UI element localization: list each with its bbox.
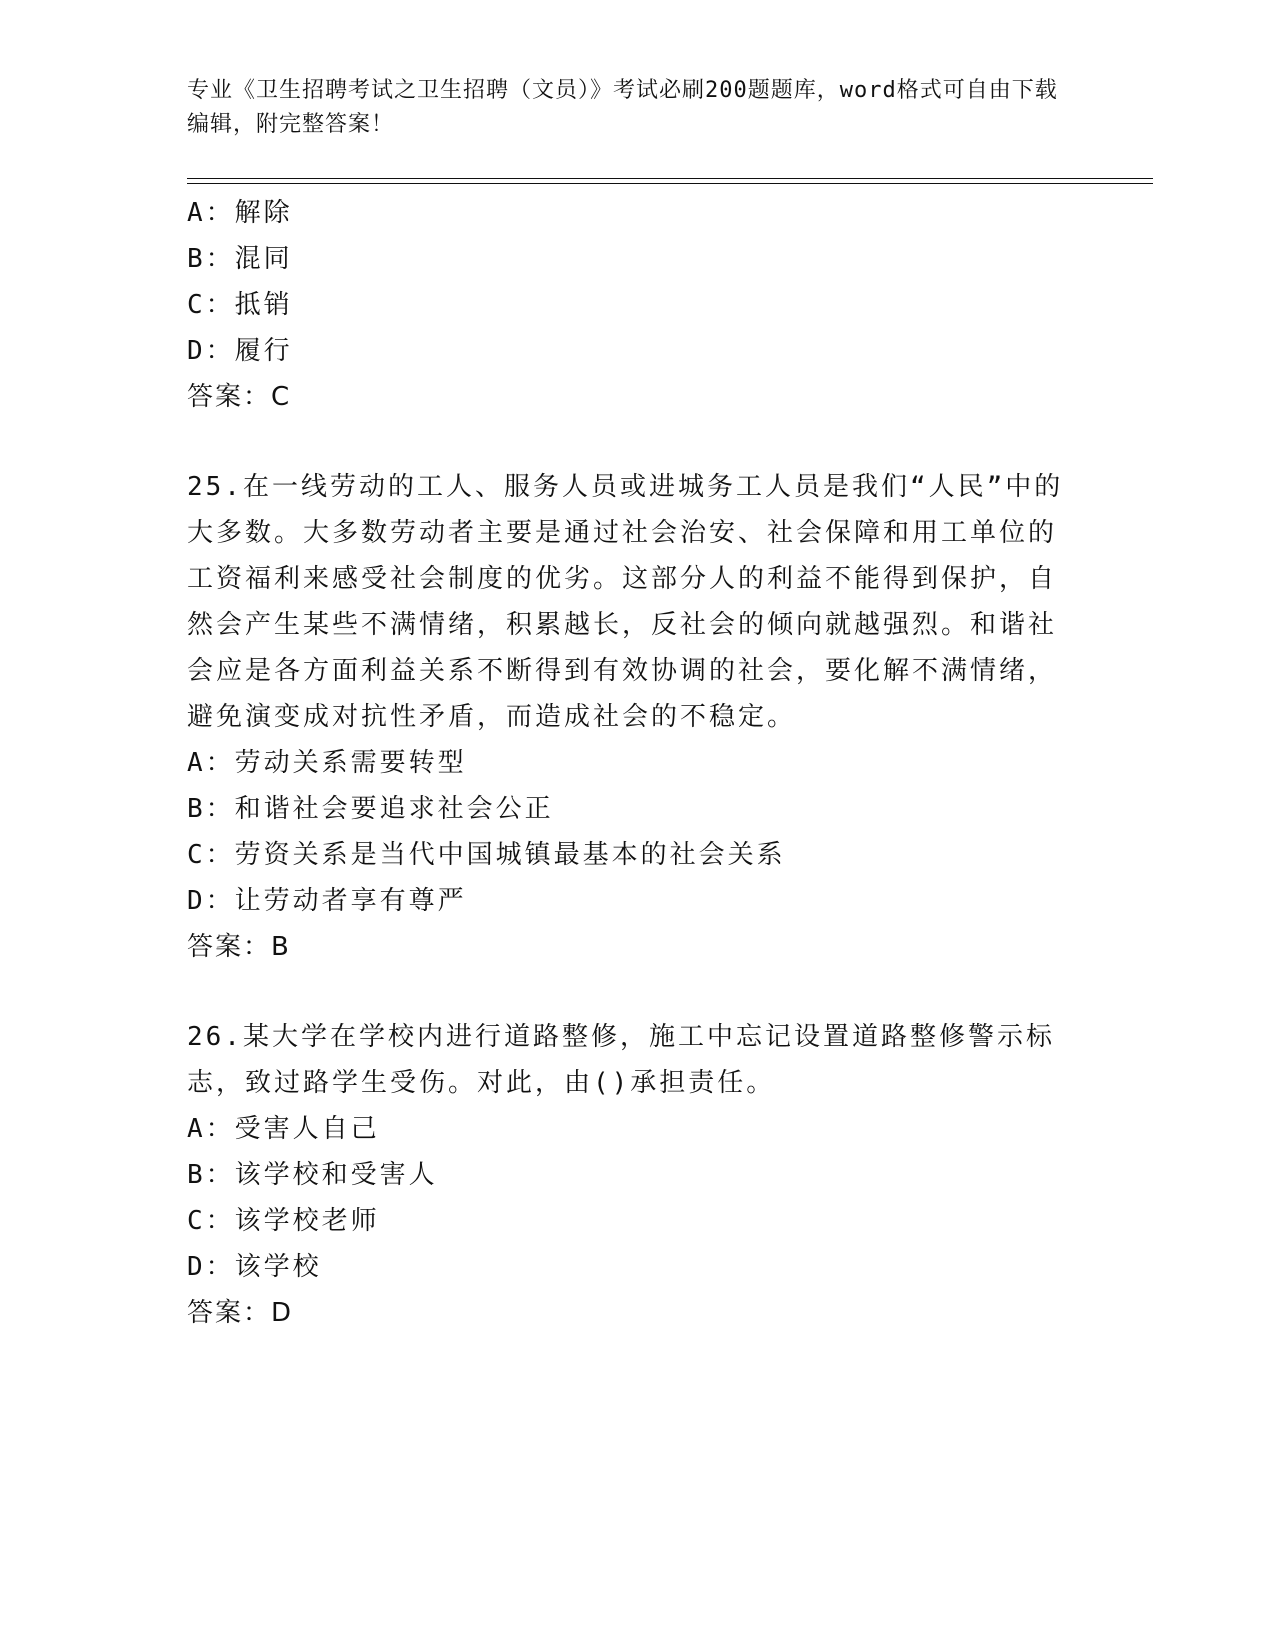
option-a: A：劳动关系需要转型 bbox=[187, 748, 467, 778]
option-b: B：混同 bbox=[187, 244, 293, 274]
answer-line: 答案：C bbox=[187, 382, 292, 412]
header-divider-top bbox=[187, 178, 1153, 179]
option-d: D：让劳动者享有尊严 bbox=[187, 886, 467, 916]
question-26-block bbox=[187, 1014, 1077, 1336]
option-d: D：该学校 bbox=[187, 1252, 322, 1282]
prev-question-block bbox=[187, 190, 1077, 420]
question-list bbox=[187, 190, 1077, 1336]
answer-line: 答案：B bbox=[187, 932, 291, 962]
question-stem: 26.某大学在学校内进行道路整修，施工中忘记设置道路整修警示标志，致过路学生受伤。对此，由()承担责任。 bbox=[187, 1022, 1055, 1098]
question-25-block bbox=[187, 464, 1077, 970]
option-a: A：受害人自己 bbox=[187, 1114, 380, 1144]
option-b: B：该学校和受害人 bbox=[187, 1160, 438, 1190]
option-d: D：履行 bbox=[187, 336, 293, 366]
answer-line: 答案：D bbox=[187, 1298, 294, 1328]
page-header: 专业《卫生招聘考试之卫生招聘（文员）》考试必刷200题题库，word格式可自由下载编辑，附完整答案！ bbox=[187, 78, 1058, 137]
option-b: B：和谐社会要追求社会公正 bbox=[187, 794, 554, 824]
option-c: C：该学校老师 bbox=[187, 1206, 380, 1236]
header-divider-bottom bbox=[187, 183, 1153, 184]
option-c: C：抵销 bbox=[187, 290, 293, 320]
option-c: C：劳资关系是当代中国城镇最基本的社会关系 bbox=[187, 840, 786, 870]
question-stem: 25.在一线劳动的工人、服务人员或进城务工人员是我们“人民”中的大多数。大多数劳动者主要是通过社会治安、社会保障和用工单位的工资福利来感受社会制度的优劣。这部分人的利益不能得到保护，自然会产生某些不满情绪，积累越长，反社会的倾向就越强烈。和谐社会应是各方面利益关系不断得到有效协调的社会，要化解不满情绪，避免演变成对抗性矛盾，而造成社会的不稳定。 bbox=[187, 472, 1064, 732]
option-a: A：解除 bbox=[187, 198, 293, 228]
